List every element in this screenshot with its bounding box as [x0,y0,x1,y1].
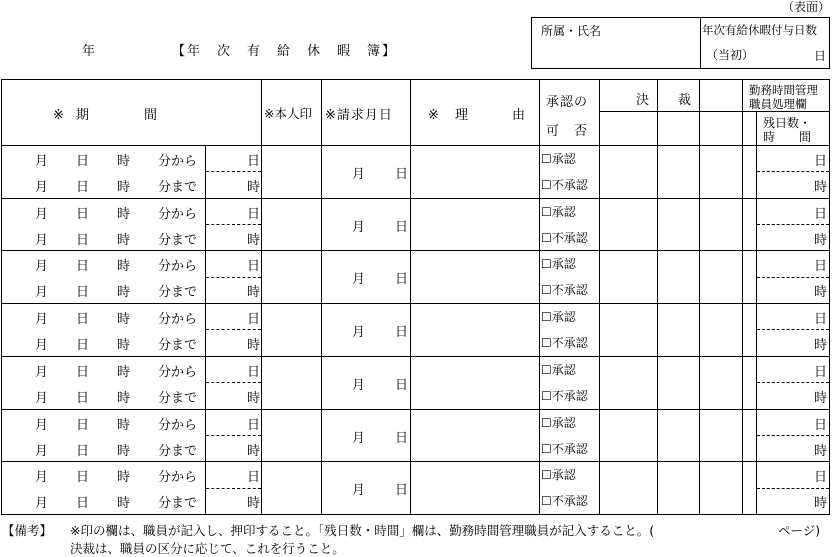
affiliation-label: 所属・氏名 [541,24,602,38]
period-to-hour: 時 [117,285,131,301]
request-month: 月 [352,272,366,288]
period-hours-unit: 時 [247,390,261,406]
grant-days-unit: 日 [814,49,827,63]
dashed-rule [757,171,829,172]
remaining-days-unit: 日 [814,312,828,328]
period-hours-unit: 時 [247,338,261,354]
period-hours-unit: 時 [247,285,261,301]
request-day: 日 [395,272,409,288]
period-from-day: 日 [76,417,90,433]
period-from-hour: 時 [117,312,131,328]
table-rule [539,79,540,514]
period-from-day: 日 [76,312,90,328]
table-rule [1,198,830,199]
period-to-month: 月 [35,180,49,195]
approve-checkbox[interactable]: ☐承認 [541,468,576,483]
disapprove-checkbox[interactable]: ☐不承認 [541,283,588,298]
remaining-days-unit: 日 [814,364,828,380]
period-days-unit: 日 [247,417,261,433]
period-to-day: 日 [76,496,90,512]
remaining-days-unit: 日 [814,206,828,222]
period-to-month: 月 [35,338,49,354]
period-from-hour: 時 [117,364,131,380]
period-to-month: 月 [35,232,49,248]
period-to-day: 日 [76,180,90,195]
header-remaining-2: 時 間 [763,130,812,144]
period-hours-unit: 時 [247,180,261,195]
period-to-day: 日 [76,232,90,248]
dashed-rule [206,488,261,489]
grant-days-label: 年次有給休暇付与日数 [702,23,817,37]
request-day: 日 [395,483,409,499]
period-days-unit: 日 [247,206,261,222]
table-rule [1,79,830,80]
period-from-suffix: 分から [158,154,198,169]
side-label: （表面） [782,0,831,14]
dashed-rule [206,277,261,278]
period-to-hour: 時 [117,390,131,406]
header-seal: ※本人印 [264,106,312,121]
dashed-rule [206,435,261,436]
period-from-hour: 時 [117,154,131,169]
period-from-suffix: 分から [158,417,198,433]
table-rule [1,409,830,410]
period-to-suffix: 分まで [158,180,198,195]
period-from-hour: 時 [117,206,131,222]
request-day: 日 [395,219,409,235]
remaining-hours-unit: 時 [814,338,828,354]
header-remaining-1: 残日数・ [763,116,812,130]
disapprove-checkbox[interactable]: ☐不承認 [541,388,588,403]
period-from-day: 日 [76,154,90,169]
period-from-month: 月 [35,417,49,433]
remaining-hours-unit: 時 [814,443,828,459]
year-label: 年 [82,44,96,59]
table-rule [742,79,743,514]
approve-checkbox[interactable]: ☐承認 [541,362,576,377]
period-to-day: 日 [76,390,90,406]
period-to-suffix: 分まで [158,390,198,406]
table-rule [1,303,830,304]
period-days-unit: 日 [247,259,261,275]
request-day: 日 [395,430,409,446]
request-month: 月 [352,325,366,341]
period-from-month: 月 [35,312,49,328]
period-to-suffix: 分まで [158,285,198,301]
dashed-rule [757,382,829,383]
period-to-hour: 時 [117,180,131,195]
approve-checkbox[interactable]: ☐承認 [541,310,576,325]
table-rule [657,111,658,514]
dashed-rule [757,488,829,489]
header-decision: 決 裁 [636,93,693,108]
period-to-day: 日 [76,338,90,354]
request-day: 日 [395,167,409,182]
period-to-suffix: 分まで [158,232,198,248]
period-days-unit: 日 [247,470,261,486]
header-manager-1: 勤務時間管理 [749,83,818,97]
request-month: 月 [352,430,366,446]
dashed-rule [206,224,261,225]
remaining-hours-unit: 時 [814,285,828,301]
dashed-rule [757,224,829,225]
remaining-hours-unit: 時 [814,496,828,512]
header-manager-2: 職員処理欄 [749,97,807,111]
remaining-hours-unit: 時 [814,232,828,248]
request-month: 月 [352,219,366,235]
dashed-rule [206,382,261,383]
period-hours-unit: 時 [247,232,261,248]
table-rule [261,79,262,514]
period-from-suffix: 分から [158,312,198,328]
disapprove-checkbox[interactable]: ☐不承認 [541,230,588,245]
note-line-1: ※印の欄は、職員が記入し、押印すること。「残日数・時間」欄は、勤務時間管理職員が記入すること。( [70,523,655,538]
period-to-suffix: 分まで [158,496,198,512]
period-to-hour: 時 [117,232,131,248]
request-month: 月 [352,167,366,182]
table-rule [321,79,322,514]
period-to-hour: 時 [117,443,131,459]
header-period: ※ 期 間 [53,108,162,123]
dashed-rule [757,435,829,436]
table-rule [1,461,830,462]
header-request-date: ※請求月日 [325,108,393,123]
period-to-hour: 時 [117,338,131,354]
period-from-month: 月 [35,206,49,222]
note-line-2: 決裁は、職員の区分に応じて、これを行うこと。 [70,541,345,556]
period-days-unit: 日 [247,364,261,380]
period-hours-unit: 時 [247,496,261,512]
approve-checkbox[interactable]: ☐承認 [541,204,576,219]
note-label: 【備考】 [2,523,53,538]
period-from-month: 月 [35,154,49,169]
disapprove-checkbox[interactable]: ☐不承認 [541,336,588,351]
period-days-unit: 日 [247,312,261,328]
initial-label: （当初） [706,48,755,62]
period-hours-unit: 時 [247,443,261,459]
approve-checkbox[interactable]: ☐承認 [541,415,576,430]
dashed-rule [757,277,829,278]
period-to-month: 月 [35,443,49,459]
header-approval-1: 承認の [546,95,589,110]
request-day: 日 [395,325,409,341]
period-from-hour: 時 [117,259,131,275]
dashed-rule [206,329,261,330]
period-from-day: 日 [76,259,90,275]
period-to-hour: 時 [117,496,131,512]
period-days-unit: 日 [247,154,261,169]
period-from-day: 日 [76,470,90,486]
approve-checkbox[interactable]: ☐承認 [541,152,576,166]
disapprove-checkbox[interactable]: ☐不承認 [541,441,588,456]
period-to-month: 月 [35,496,49,512]
table-rule [410,79,411,514]
period-from-suffix: 分から [158,470,198,486]
header-approval-2: 可 否 [546,124,589,139]
table-rule [829,79,830,514]
table-rule [1,356,830,357]
period-from-suffix: 分から [158,259,198,275]
disapprove-checkbox[interactable]: ☐不承認 [541,494,588,509]
period-from-hour: 時 [117,417,131,433]
period-from-month: 月 [35,470,49,486]
period-to-month: 月 [35,285,49,301]
period-from-month: 月 [35,364,49,380]
period-from-suffix: 分から [158,206,198,222]
request-day: 日 [395,377,409,393]
table-rule [699,111,700,514]
period-from-hour: 時 [117,470,131,486]
remaining-hours-unit: 時 [814,180,828,195]
dashed-rule [206,171,261,172]
page-label: ページ) [778,523,821,538]
disapprove-checkbox[interactable]: ☐不承認 [541,178,588,192]
period-from-day: 日 [76,364,90,380]
remaining-days-unit: 日 [814,470,828,486]
table-rule [1,250,830,251]
approve-checkbox[interactable]: ☐承認 [541,257,576,272]
remaining-days-unit: 日 [814,154,828,169]
period-from-suffix: 分から [158,364,198,380]
page-title: 【年 次 有 給 休 暇 簿】 [172,44,398,59]
period-from-month: 月 [35,259,49,275]
header-reason: ※ 理 由 [428,108,532,123]
period-to-suffix: 分まで [158,443,198,459]
table-rule [599,79,600,514]
request-month: 月 [352,483,366,499]
request-month: 月 [352,377,366,393]
remaining-days-unit: 日 [814,259,828,275]
period-to-day: 日 [76,443,90,459]
period-to-day: 日 [76,285,90,301]
period-to-month: 月 [35,390,49,406]
table-rule [1,145,830,146]
remaining-hours-unit: 時 [814,390,828,406]
period-from-day: 日 [76,206,90,222]
period-to-suffix: 分まで [158,338,198,354]
table-rule [1,79,2,514]
remaining-days-unit: 日 [814,417,828,433]
table-rule [599,111,742,112]
dashed-rule [757,329,829,330]
table-rule [1,514,830,515]
